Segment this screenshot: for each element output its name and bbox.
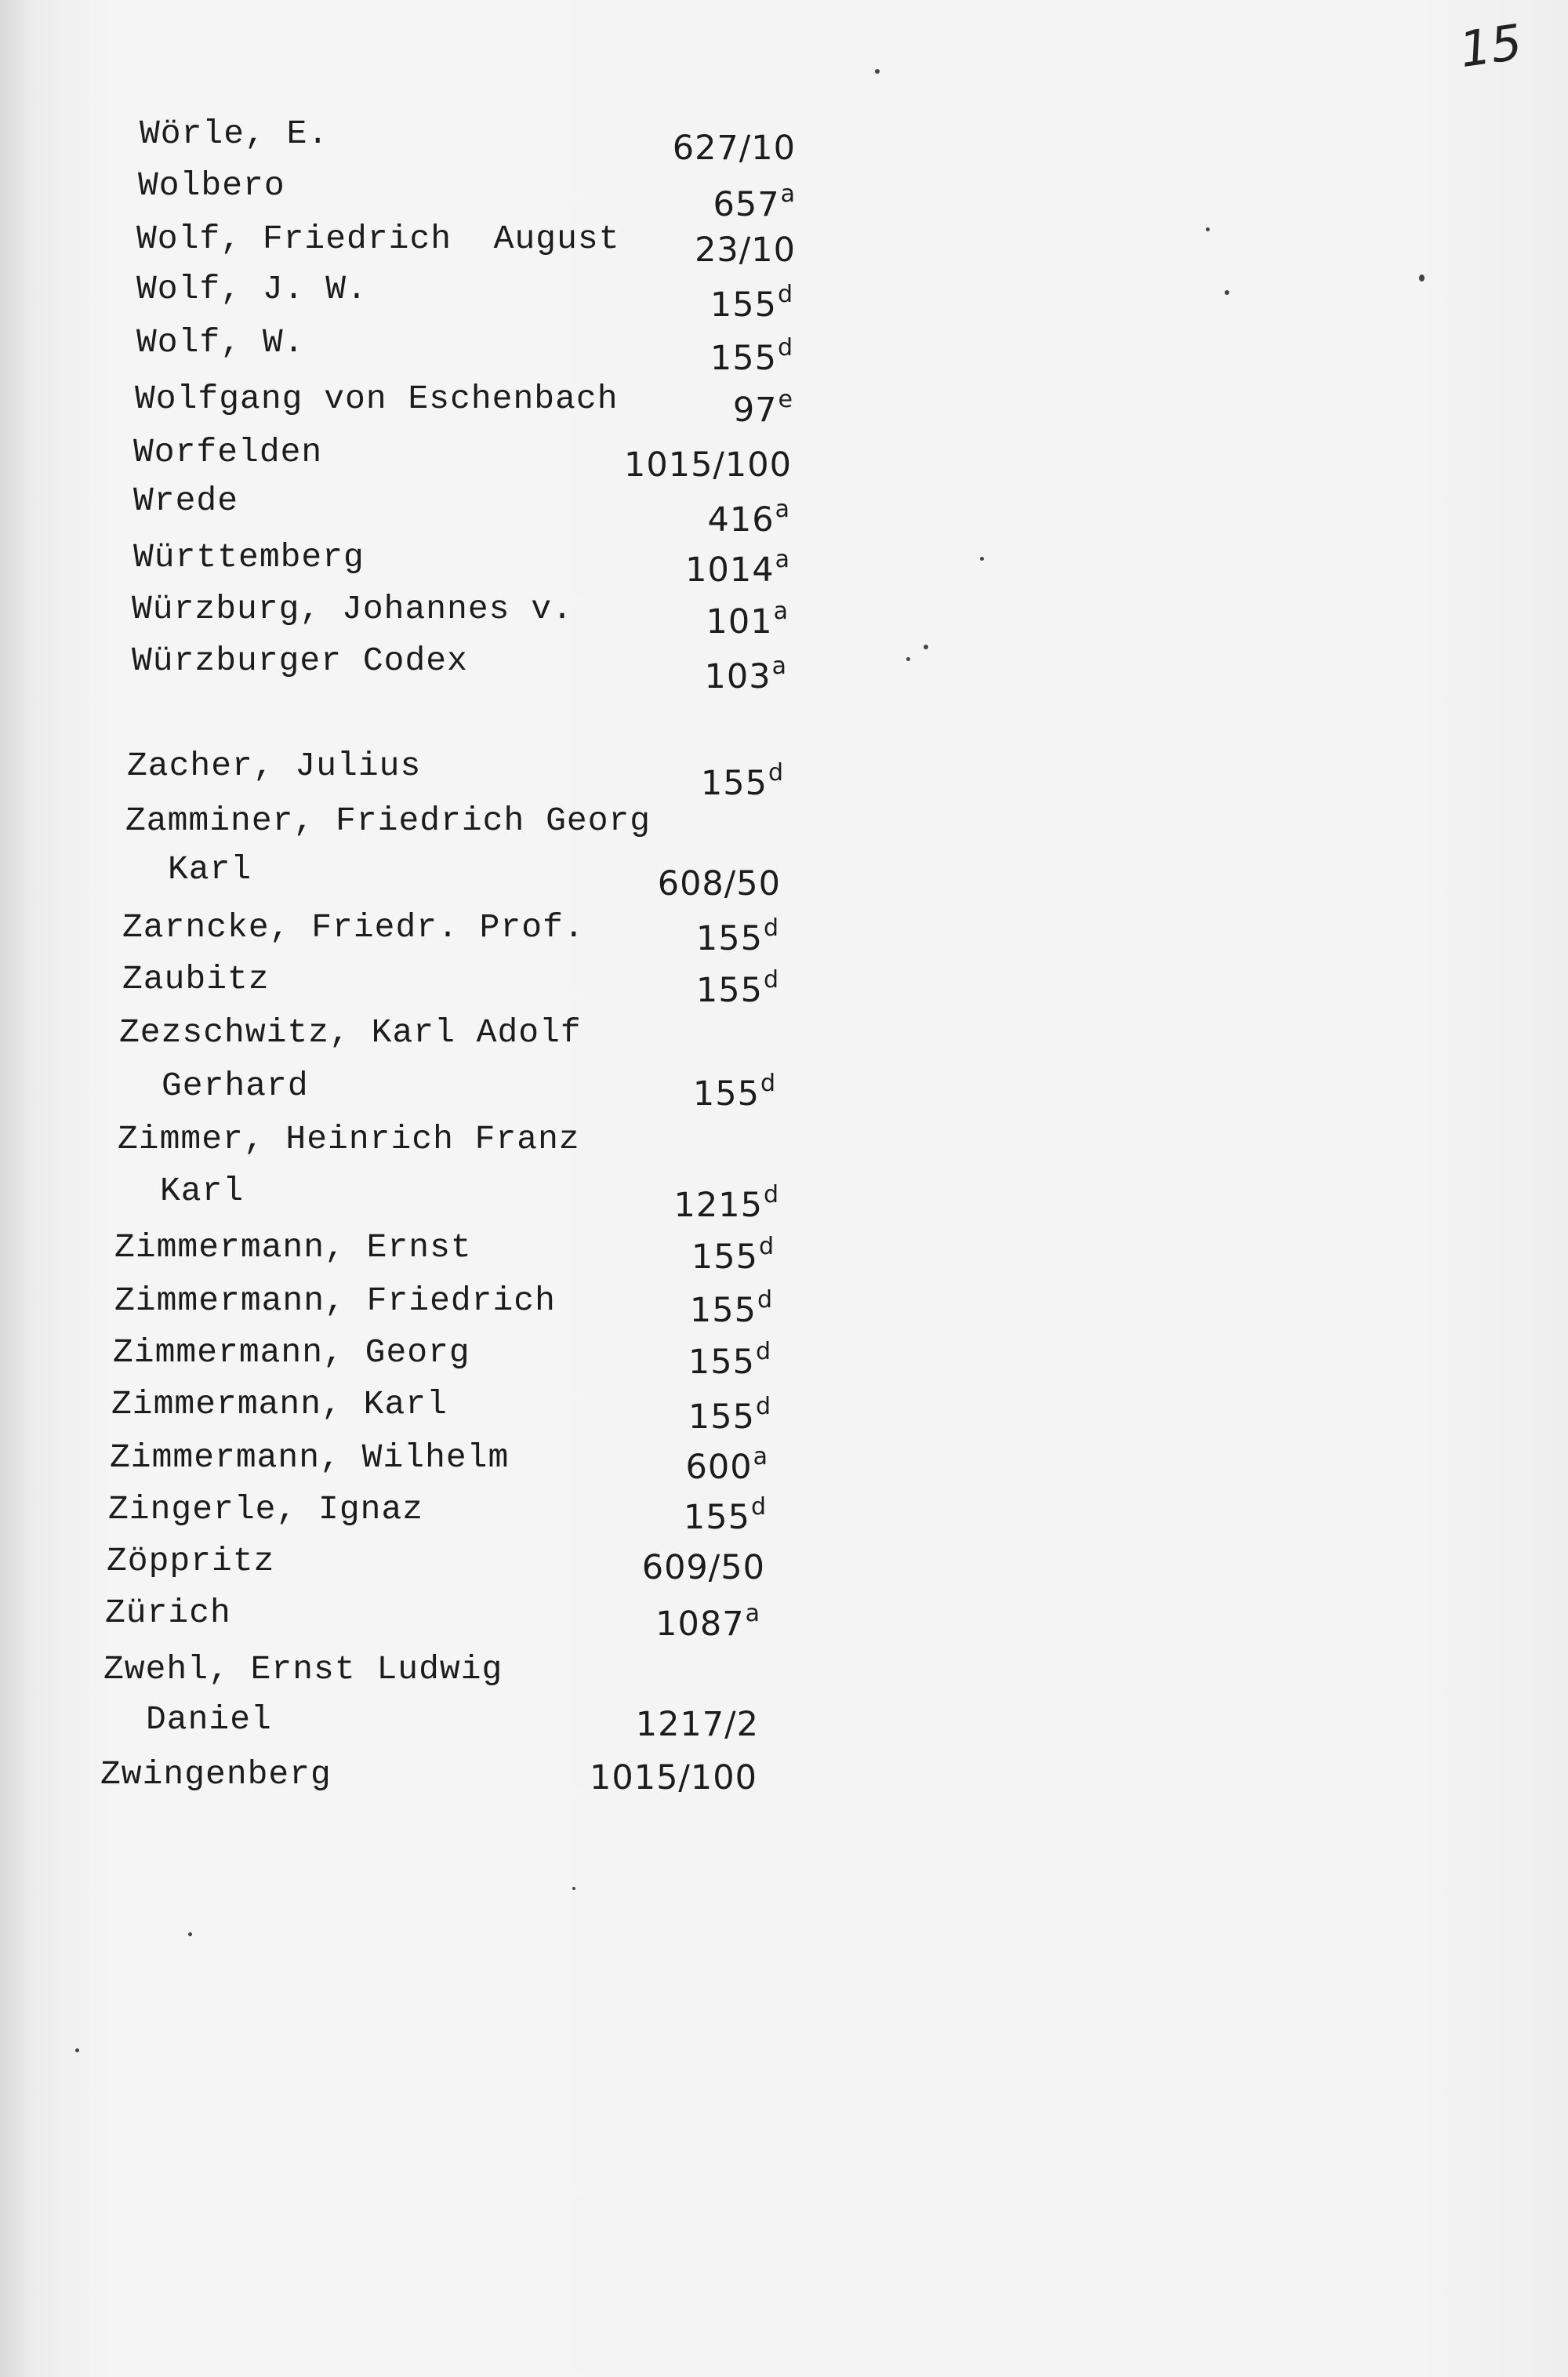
entry-ref: 416$^a$ bbox=[707, 496, 790, 540]
entry-name: Zamminer, Friedrich Georg bbox=[125, 801, 652, 840]
index-entry bbox=[0, 433, 792, 485]
entry-name: Zaubitz bbox=[122, 960, 270, 998]
entry-ref: 1015/100 bbox=[624, 445, 792, 485]
entry-ref: 155$^d$ bbox=[695, 914, 779, 958]
index-entry bbox=[0, 1228, 775, 1275]
entry-ref: 155$^d$ bbox=[700, 759, 784, 803]
entry-ref: 1015/100 bbox=[590, 1758, 757, 1797]
entry-ref: 155$^d$ bbox=[683, 1493, 767, 1537]
index-entry bbox=[0, 1594, 760, 1644]
entry-name: Zimmer, Heinrich Franz bbox=[118, 1120, 580, 1158]
index-entry bbox=[0, 220, 796, 270]
entry-name: Zacher, Julius bbox=[127, 747, 422, 785]
entry-name: Zarncke, Friedr. Prof. bbox=[122, 908, 585, 947]
entry-name: Würzburg, Johannes v. bbox=[132, 590, 573, 628]
entry-name: Wrede bbox=[133, 482, 239, 520]
scan-speck bbox=[188, 1932, 192, 1936]
entry-ref: 155$^d$ bbox=[688, 1338, 771, 1382]
entry-name: Wolfgang von Eschenbach bbox=[135, 380, 619, 418]
scan-speck bbox=[1206, 227, 1210, 231]
page-number: 15 bbox=[1456, 13, 1526, 79]
entry-name: Wolf, Friedrich August bbox=[136, 220, 620, 258]
entry-ref: 1087$^a$ bbox=[655, 1600, 760, 1644]
index-entry bbox=[0, 114, 796, 168]
entry-name: Württemberg bbox=[133, 538, 365, 576]
index-entry bbox=[0, 1755, 757, 1802]
entry-name-continuation: Gerhard bbox=[162, 1067, 309, 1105]
index-entry bbox=[0, 960, 779, 1010]
entry-name: Wörle, E. bbox=[140, 114, 329, 153]
entry-ref: 1217/2 bbox=[635, 1705, 759, 1744]
index-entry bbox=[0, 1385, 771, 1437]
scan-speck bbox=[924, 645, 928, 649]
index-entry bbox=[0, 380, 793, 430]
entry-name: Zimmermann, Ernst bbox=[114, 1228, 472, 1267]
entry-name: Wolbero bbox=[138, 166, 285, 205]
entry-ref: 101$^a$ bbox=[706, 598, 789, 641]
scan-speck bbox=[1419, 274, 1425, 282]
entry-name: Zimmermann, Wilhelm bbox=[110, 1438, 510, 1477]
index-entry bbox=[0, 1542, 765, 1589]
entry-name: Zimmermann, Friedrich bbox=[114, 1281, 556, 1320]
index-entry bbox=[0, 1281, 773, 1328]
entry-ref: 657$^a$ bbox=[713, 180, 796, 224]
entry-ref: 155$^d$ bbox=[692, 1070, 776, 1114]
entry-ref: 155$^d$ bbox=[688, 1393, 771, 1437]
entry-ref: 609/50 bbox=[641, 1548, 765, 1587]
entry-ref: 1014$^a$ bbox=[685, 546, 790, 590]
index-entry bbox=[0, 482, 790, 540]
entry-name: Worfelden bbox=[133, 433, 323, 471]
index-entry bbox=[0, 270, 793, 325]
entry-ref: 155$^d$ bbox=[710, 334, 793, 378]
entry-name-continuation: Daniel bbox=[146, 1700, 272, 1739]
entry-name: Wolf, J. W. bbox=[136, 270, 368, 308]
entry-ref: 155$^d$ bbox=[695, 966, 779, 1010]
entry-ref: 155$^d$ bbox=[710, 281, 793, 325]
entry-ref: 627/10 bbox=[672, 129, 796, 168]
entry-name: Würzburger Codex bbox=[132, 641, 468, 680]
entry-ref: 155$^d$ bbox=[689, 1286, 773, 1330]
scan-speck bbox=[75, 2048, 79, 2052]
entry-name: Zimmermann, Karl bbox=[111, 1385, 448, 1423]
entry-name-continuation: Karl bbox=[168, 850, 252, 889]
entry-ref: 23/10 bbox=[695, 231, 796, 270]
index-entry bbox=[0, 1438, 768, 1485]
entry-name-continuation: Karl bbox=[160, 1172, 245, 1210]
index-entry bbox=[0, 323, 793, 378]
entry-ref: 1215$^d$ bbox=[673, 1181, 779, 1225]
index-entry bbox=[0, 747, 784, 803]
entry-name: Zwehl, Ernst Ludwig bbox=[103, 1650, 503, 1688]
scan-speck bbox=[906, 657, 910, 661]
index-entry bbox=[0, 590, 789, 641]
index-entry bbox=[0, 1650, 759, 1752]
index-entry bbox=[0, 1013, 776, 1115]
entry-name: Wolf, W. bbox=[136, 323, 305, 362]
entry-ref: 97e bbox=[732, 386, 793, 430]
entry-name: Zezschwitz, Karl Adolf bbox=[119, 1013, 582, 1052]
index-entry bbox=[0, 1120, 779, 1227]
entry-ref: 155$^d$ bbox=[691, 1233, 775, 1277]
index-entry bbox=[0, 801, 781, 903]
scan-speck bbox=[980, 557, 984, 561]
index-entry bbox=[0, 1333, 771, 1380]
scan-speck bbox=[875, 69, 880, 74]
index-entry bbox=[0, 641, 787, 696]
scan-speck bbox=[572, 1887, 575, 1890]
entry-name: Zöppritz bbox=[107, 1542, 275, 1580]
entry-ref: 608/50 bbox=[657, 864, 781, 903]
scan-speck bbox=[1225, 290, 1229, 295]
entry-name: Zimmermann, Georg bbox=[113, 1333, 470, 1372]
index-entry bbox=[0, 1490, 767, 1537]
index-entry bbox=[0, 166, 796, 224]
entry-ref: 103$^a$ bbox=[704, 652, 787, 696]
entry-name: Zürich bbox=[105, 1594, 231, 1632]
entry-name: Zingerle, Ignaz bbox=[108, 1490, 424, 1528]
entry-name: Zwingenberg bbox=[100, 1755, 332, 1794]
index-entry bbox=[0, 908, 779, 958]
entry-ref: 600$^a$ bbox=[685, 1443, 768, 1487]
index-entry bbox=[0, 538, 790, 590]
